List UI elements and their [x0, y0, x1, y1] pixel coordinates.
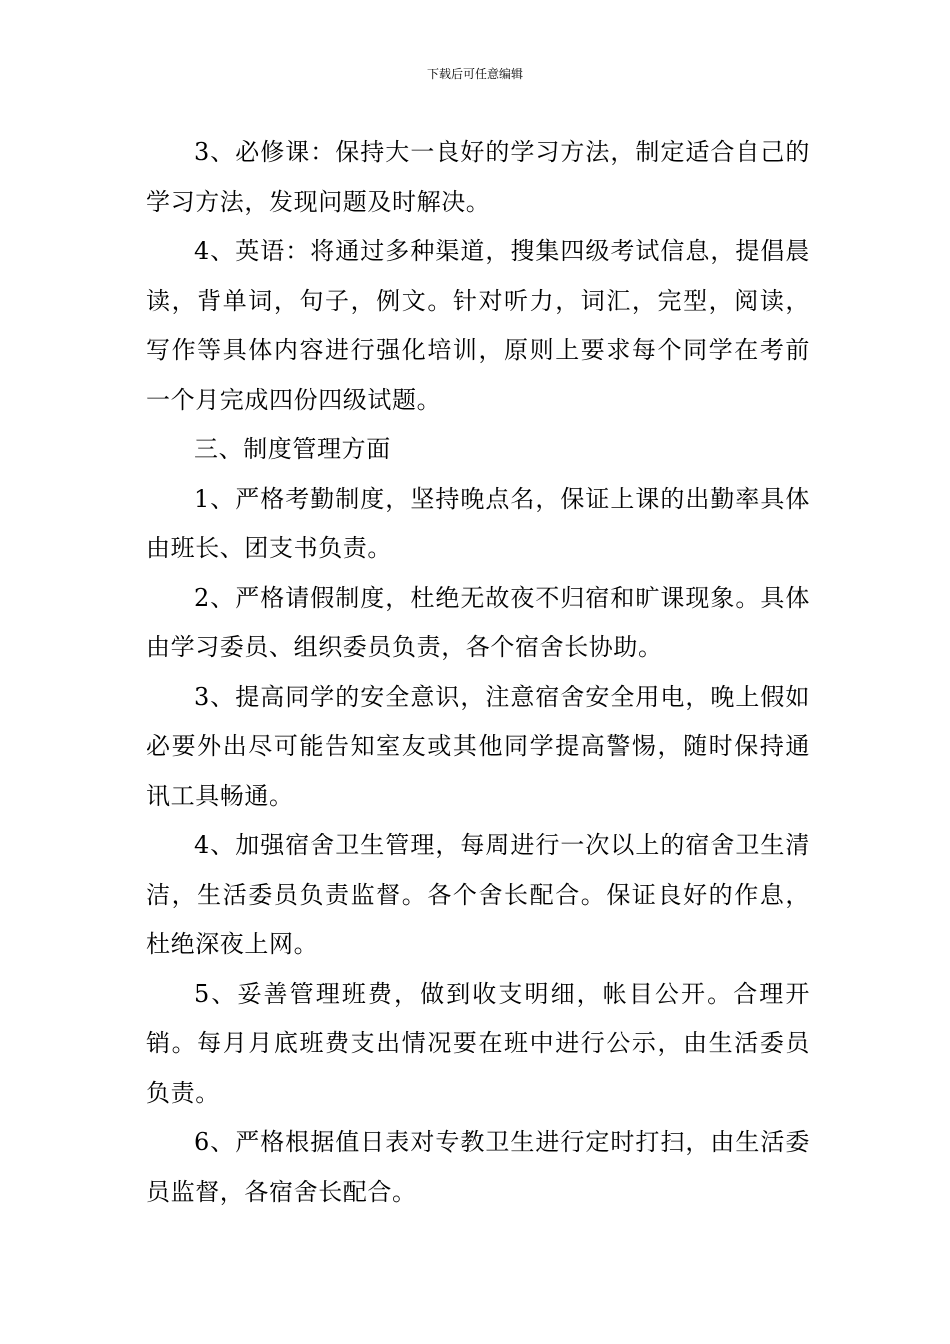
paragraph-class-funds: 5、妥善管理班费，做到收支明细，帐目公开。合理开销。每月月底班费支出情况要在班中进行公示，由生活委员负责。: [146, 979, 810, 1107]
paragraph-dorm-hygiene: 4、加强宿舍卫生管理，每周进行一次以上的宿舍卫生清洁，生活委员负责监督。各个舍长配合。保证良好的作息，杜绝深夜上网。: [146, 831, 810, 958]
paragraph-required-courses: 3、必修课：保持大一良好的学习方法，制定适合自己的学习方法，发现问题及时解决。: [146, 138, 810, 216]
paragraph-safety: 3、提高同学的安全意识，注意宿舍安全用电，晚上假如必要外出尽可能告知室友或其他同学提高警惕，随时保持通讯工具畅通。: [146, 682, 810, 810]
paragraph-attendance: 1、严格考勤制度，坚持晚点名，保证上课的出勤率具体由班长、团支书负责。: [146, 484, 810, 562]
paragraph-leave: 2、严格请假制度，杜绝无故夜不归宿和旷课现象。具体由学习委员、组织委员负责，各个宿舍长协助。: [146, 583, 810, 661]
section-heading-system-management: 三、制度管理方面: [194, 435, 391, 463]
paragraph-english: 4、英语：将通过多种渠道，搜集四级考试信息，提倡晨读，背单词，句子，例文。针对听力，词汇，完型，阅读，写作等具体内容进行强化培训，原则上要求每个同学在考前一个月完成四份四级试题。: [146, 237, 810, 414]
paragraph-duty-cleaning: 6、严格根据值日表对专教卫生进行定时打扫，由生活委员监督，各宿舍长配合。: [146, 1128, 810, 1206]
document-body: [146, 128, 810, 1217]
page-header: 下载后可任意编辑: [426, 67, 523, 81]
